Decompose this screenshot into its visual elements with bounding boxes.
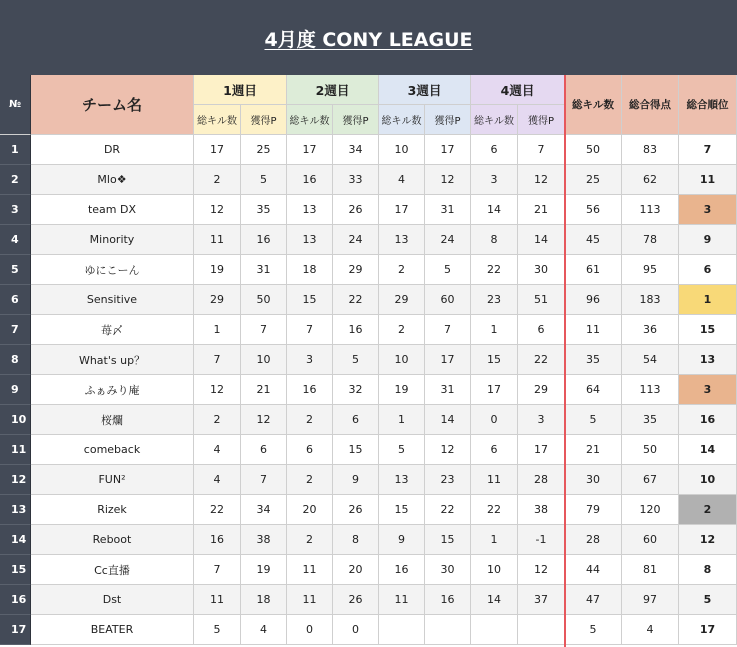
week-points-cell: 5 (425, 255, 471, 285)
total-points-cell: 67 (622, 465, 679, 495)
week-points-cell: 15 (333, 435, 379, 465)
week-kills-cell: 5 (194, 615, 241, 645)
row-number: 8 (0, 345, 31, 375)
week-points-cell: 15 (425, 525, 471, 555)
total-rank-cell: 15 (679, 315, 737, 345)
week-points-cell: 21 (518, 195, 565, 225)
total-kills-cell: 56 (565, 195, 622, 225)
week-kills-cell: 4 (194, 435, 241, 465)
week-kills-cell: 10 (379, 345, 425, 375)
total-kills-cell: 11 (565, 315, 622, 345)
week-kills-cell: 19 (194, 255, 241, 285)
total-rank-cell: 3 (679, 195, 737, 225)
week-points-cell: 16 (425, 585, 471, 615)
week-points-cell: 30 (518, 255, 565, 285)
week-points-cell: 51 (518, 285, 565, 315)
total-rank-cell: 9 (679, 225, 737, 255)
row-number: 17 (0, 615, 31, 645)
total-rank-cell: 1 (679, 285, 737, 315)
week-points-cell: 24 (333, 225, 379, 255)
week-kills-cell: 23 (471, 285, 518, 315)
week-points-cell: 23 (425, 465, 471, 495)
week-kills-cell: 29 (194, 285, 241, 315)
total-points-cell: 35 (622, 405, 679, 435)
week-points-cell: 12 (241, 405, 287, 435)
week-kills-cell: 15 (287, 285, 333, 315)
week-points-cell: 25 (241, 135, 287, 165)
week-kills-cell: 22 (471, 495, 518, 525)
row-number: 12 (0, 465, 31, 495)
total-rank-cell: 7 (679, 135, 737, 165)
total-rank-cell: 3 (679, 375, 737, 405)
week-points-cell: 31 (425, 195, 471, 225)
week-kills-cell: 18 (287, 255, 333, 285)
week-points-cell: 38 (518, 495, 565, 525)
week-points-cell: 17 (425, 135, 471, 165)
row-number: 11 (0, 435, 31, 465)
week-kills-cell: 12 (194, 195, 241, 225)
week-points-cell: 6 (333, 405, 379, 435)
total-points-cell: 113 (622, 375, 679, 405)
team-name: 苺〆 (31, 315, 194, 345)
total-points-header: 総合得点 (622, 75, 679, 135)
total-rank-cell: 13 (679, 345, 737, 375)
total-points-cell: 50 (622, 435, 679, 465)
total-points-cell: 97 (622, 585, 679, 615)
week-points-cell: 26 (333, 585, 379, 615)
week-points-cell: 3 (518, 405, 565, 435)
week-kills-cell: 2 (379, 255, 425, 285)
week-1-points-header: 獲得P (241, 105, 287, 135)
week-points-cell (425, 615, 471, 645)
total-points-cell: 83 (622, 135, 679, 165)
week-kills-cell: 13 (287, 225, 333, 255)
total-points-cell: 60 (622, 525, 679, 555)
week-kills-cell: 1 (379, 405, 425, 435)
team-name: BEATER (31, 615, 194, 645)
week-points-cell: 18 (241, 585, 287, 615)
week-2-header: 2週目 (287, 75, 379, 105)
week-points-cell: 50 (241, 285, 287, 315)
week-kills-cell: 5 (379, 435, 425, 465)
row-number: 7 (0, 315, 31, 345)
week-kills-cell: 7 (194, 555, 241, 585)
week-kills-cell: 11 (194, 225, 241, 255)
week-kills-cell: 29 (379, 285, 425, 315)
total-kills-cell: 5 (565, 405, 622, 435)
week-points-cell: 4 (241, 615, 287, 645)
week-points-cell: 12 (518, 165, 565, 195)
week-points-cell: 12 (518, 555, 565, 585)
total-kills-cell: 79 (565, 495, 622, 525)
week-kills-cell: 6 (471, 435, 518, 465)
total-points-cell: 183 (622, 285, 679, 315)
week-points-cell (518, 615, 565, 645)
total-rank-cell: 8 (679, 555, 737, 585)
week-kills-cell: 3 (287, 345, 333, 375)
total-rank-cell: 12 (679, 525, 737, 555)
week-points-cell: 34 (241, 495, 287, 525)
row-number: 14 (0, 525, 31, 555)
total-kills-cell: 21 (565, 435, 622, 465)
league-title: 4月度 CONY LEAGUE (264, 29, 473, 51)
title-bar (0, 0, 737, 76)
total-kills-cell: 44 (565, 555, 622, 585)
week-points-cell: 60 (425, 285, 471, 315)
total-points-cell: 36 (622, 315, 679, 345)
week-points-cell: 35 (241, 195, 287, 225)
week-kills-cell: 17 (287, 135, 333, 165)
week-points-cell: 6 (241, 435, 287, 465)
week-points-cell: 24 (425, 225, 471, 255)
week-kills-cell: 1 (471, 315, 518, 345)
week-kills-cell: 2 (379, 315, 425, 345)
total-kills-cell: 61 (565, 255, 622, 285)
week-points-cell: 7 (241, 465, 287, 495)
total-points-cell: 113 (622, 195, 679, 225)
week-kills-cell: 2 (287, 465, 333, 495)
total-rank-cell: 10 (679, 465, 737, 495)
row-number: 10 (0, 405, 31, 435)
week-points-cell: 6 (518, 315, 565, 345)
week-kills-cell: 12 (194, 375, 241, 405)
team-name: What's up？ (31, 345, 194, 375)
total-rank-cell: 5 (679, 585, 737, 615)
week-points-cell: 22 (333, 285, 379, 315)
total-kills-cell: 96 (565, 285, 622, 315)
week-kills-cell: 14 (471, 195, 518, 225)
week-kills-cell: 0 (471, 405, 518, 435)
total-rank-cell: 14 (679, 435, 737, 465)
team-name-header: チーム名 (31, 75, 194, 135)
week-kills-cell: 16 (287, 375, 333, 405)
week-4-kills-header: 総キル数 (471, 105, 518, 135)
week-kills-cell (379, 615, 425, 645)
week-kills-cell: 10 (379, 135, 425, 165)
week-points-cell: 31 (425, 375, 471, 405)
week-points-cell: 29 (333, 255, 379, 285)
week-points-cell: 28 (518, 465, 565, 495)
total-rank-header: 総合順位 (679, 75, 737, 135)
team-name: comeback (31, 435, 194, 465)
total-kills-cell: 45 (565, 225, 622, 255)
week-points-cell: 22 (518, 345, 565, 375)
week-kills-cell: 2 (287, 405, 333, 435)
week-points-cell: 7 (425, 315, 471, 345)
week-kills-cell: 22 (471, 255, 518, 285)
team-name: DR (31, 135, 194, 165)
week-kills-cell: 11 (287, 555, 333, 585)
week-2-kills-header: 総キル数 (287, 105, 333, 135)
totals-divider (564, 75, 566, 647)
team-name: 桜爛 (31, 405, 194, 435)
week-kills-cell: 6 (287, 435, 333, 465)
week-points-cell: 16 (241, 225, 287, 255)
team-name: Dst (31, 585, 194, 615)
total-kills-cell: 47 (565, 585, 622, 615)
week-2-points-header: 獲得P (333, 105, 379, 135)
total-points-cell: 54 (622, 345, 679, 375)
week-points-cell: 12 (425, 165, 471, 195)
week-kills-cell: 2 (194, 165, 241, 195)
total-points-cell: 81 (622, 555, 679, 585)
row-number: 1 (0, 135, 31, 165)
week-kills-cell: 2 (194, 405, 241, 435)
total-rank-cell: 11 (679, 165, 737, 195)
total-kills-header: 総キル数 (565, 75, 622, 135)
team-name: Cc直播 (31, 555, 194, 585)
team-name: Mlo❖ (31, 165, 194, 195)
week-4-header: 4週目 (471, 75, 565, 105)
team-name: Reboot (31, 525, 194, 555)
total-points-cell: 120 (622, 495, 679, 525)
week-points-cell: 20 (333, 555, 379, 585)
week-kills-cell (471, 615, 518, 645)
week-kills-cell: 15 (379, 495, 425, 525)
week-1-header: 1週目 (194, 75, 287, 105)
week-3-header: 3週目 (379, 75, 471, 105)
week-points-cell: 21 (241, 375, 287, 405)
week-points-cell: 26 (333, 195, 379, 225)
week-points-cell: 17 (425, 345, 471, 375)
team-name: FUN² (31, 465, 194, 495)
team-name: Minority (31, 225, 194, 255)
week-kills-cell: 3 (471, 165, 518, 195)
week-1-kills-header: 総キル数 (194, 105, 241, 135)
week-points-cell: 33 (333, 165, 379, 195)
week-points-cell: 30 (425, 555, 471, 585)
row-number: 3 (0, 195, 31, 225)
week-3-kills-header: 総キル数 (379, 105, 425, 135)
week-points-cell: 14 (425, 405, 471, 435)
row-number: 5 (0, 255, 31, 285)
week-kills-cell: 7 (194, 345, 241, 375)
week-kills-cell: 13 (379, 465, 425, 495)
week-points-cell: 5 (333, 345, 379, 375)
team-name: Rizek (31, 495, 194, 525)
week-points-cell: 32 (333, 375, 379, 405)
week-kills-cell: 16 (379, 555, 425, 585)
total-rank-cell: 6 (679, 255, 737, 285)
row-number: 6 (0, 285, 31, 315)
week-kills-cell: 6 (471, 135, 518, 165)
week-kills-cell: 17 (194, 135, 241, 165)
week-kills-cell: 17 (471, 375, 518, 405)
week-kills-cell: 16 (287, 165, 333, 195)
total-kills-cell: 28 (565, 525, 622, 555)
team-name: team DX (31, 195, 194, 225)
row-number: 9 (0, 375, 31, 405)
week-4-points-header: 獲得P (518, 105, 565, 135)
week-kills-cell: 20 (287, 495, 333, 525)
week-kills-cell: 9 (379, 525, 425, 555)
week-points-cell: 16 (333, 315, 379, 345)
week-kills-cell: 10 (471, 555, 518, 585)
week-points-cell: 0 (333, 615, 379, 645)
week-kills-cell: 17 (379, 195, 425, 225)
team-name: ゆにこーん (31, 255, 194, 285)
team-name: Sensitive (31, 285, 194, 315)
total-kills-cell: 64 (565, 375, 622, 405)
total-rank-cell: 16 (679, 405, 737, 435)
week-points-cell: 14 (518, 225, 565, 255)
week-points-cell: 22 (425, 495, 471, 525)
total-points-cell: 78 (622, 225, 679, 255)
week-kills-cell: 7 (287, 315, 333, 345)
week-kills-cell: 14 (471, 585, 518, 615)
row-number: 13 (0, 495, 31, 525)
week-points-cell: 10 (241, 345, 287, 375)
week-points-cell: 8 (333, 525, 379, 555)
row-number: 16 (0, 585, 31, 615)
total-points-cell: 95 (622, 255, 679, 285)
week-kills-cell: 8 (471, 225, 518, 255)
total-kills-cell: 25 (565, 165, 622, 195)
row-number: 2 (0, 165, 31, 195)
week-kills-cell: 11 (194, 585, 241, 615)
week-kills-cell: 19 (379, 375, 425, 405)
total-points-cell: 62 (622, 165, 679, 195)
week-points-cell: 12 (425, 435, 471, 465)
row-number: 15 (0, 555, 31, 585)
week-3-points-header: 獲得P (425, 105, 471, 135)
week-kills-cell: 11 (287, 585, 333, 615)
week-points-cell: 38 (241, 525, 287, 555)
week-kills-cell: 4 (379, 165, 425, 195)
week-points-cell: 34 (333, 135, 379, 165)
week-points-cell: 19 (241, 555, 287, 585)
week-points-cell: 26 (333, 495, 379, 525)
week-points-cell: -1 (518, 525, 565, 555)
total-rank-cell: 2 (679, 495, 737, 525)
week-kills-cell: 15 (471, 345, 518, 375)
week-points-cell: 31 (241, 255, 287, 285)
week-kills-cell: 2 (287, 525, 333, 555)
row-number: 4 (0, 225, 31, 255)
week-kills-cell: 11 (379, 585, 425, 615)
total-rank-cell: 17 (679, 615, 737, 645)
total-kills-cell: 5 (565, 615, 622, 645)
week-points-cell: 37 (518, 585, 565, 615)
week-points-cell: 7 (241, 315, 287, 345)
number-header: № (0, 75, 31, 135)
team-name: ふぁみり庵 (31, 375, 194, 405)
total-kills-cell: 30 (565, 465, 622, 495)
total-kills-cell: 35 (565, 345, 622, 375)
week-points-cell: 7 (518, 135, 565, 165)
total-points-cell: 4 (622, 615, 679, 645)
week-points-cell: 9 (333, 465, 379, 495)
week-kills-cell: 11 (471, 465, 518, 495)
week-kills-cell: 1 (194, 315, 241, 345)
week-kills-cell: 22 (194, 495, 241, 525)
week-points-cell: 17 (518, 435, 565, 465)
week-kills-cell: 0 (287, 615, 333, 645)
week-kills-cell: 4 (194, 465, 241, 495)
week-kills-cell: 13 (287, 195, 333, 225)
total-kills-cell: 50 (565, 135, 622, 165)
week-points-cell: 5 (241, 165, 287, 195)
week-kills-cell: 13 (379, 225, 425, 255)
week-kills-cell: 1 (471, 525, 518, 555)
week-points-cell: 29 (518, 375, 565, 405)
week-kills-cell: 16 (194, 525, 241, 555)
